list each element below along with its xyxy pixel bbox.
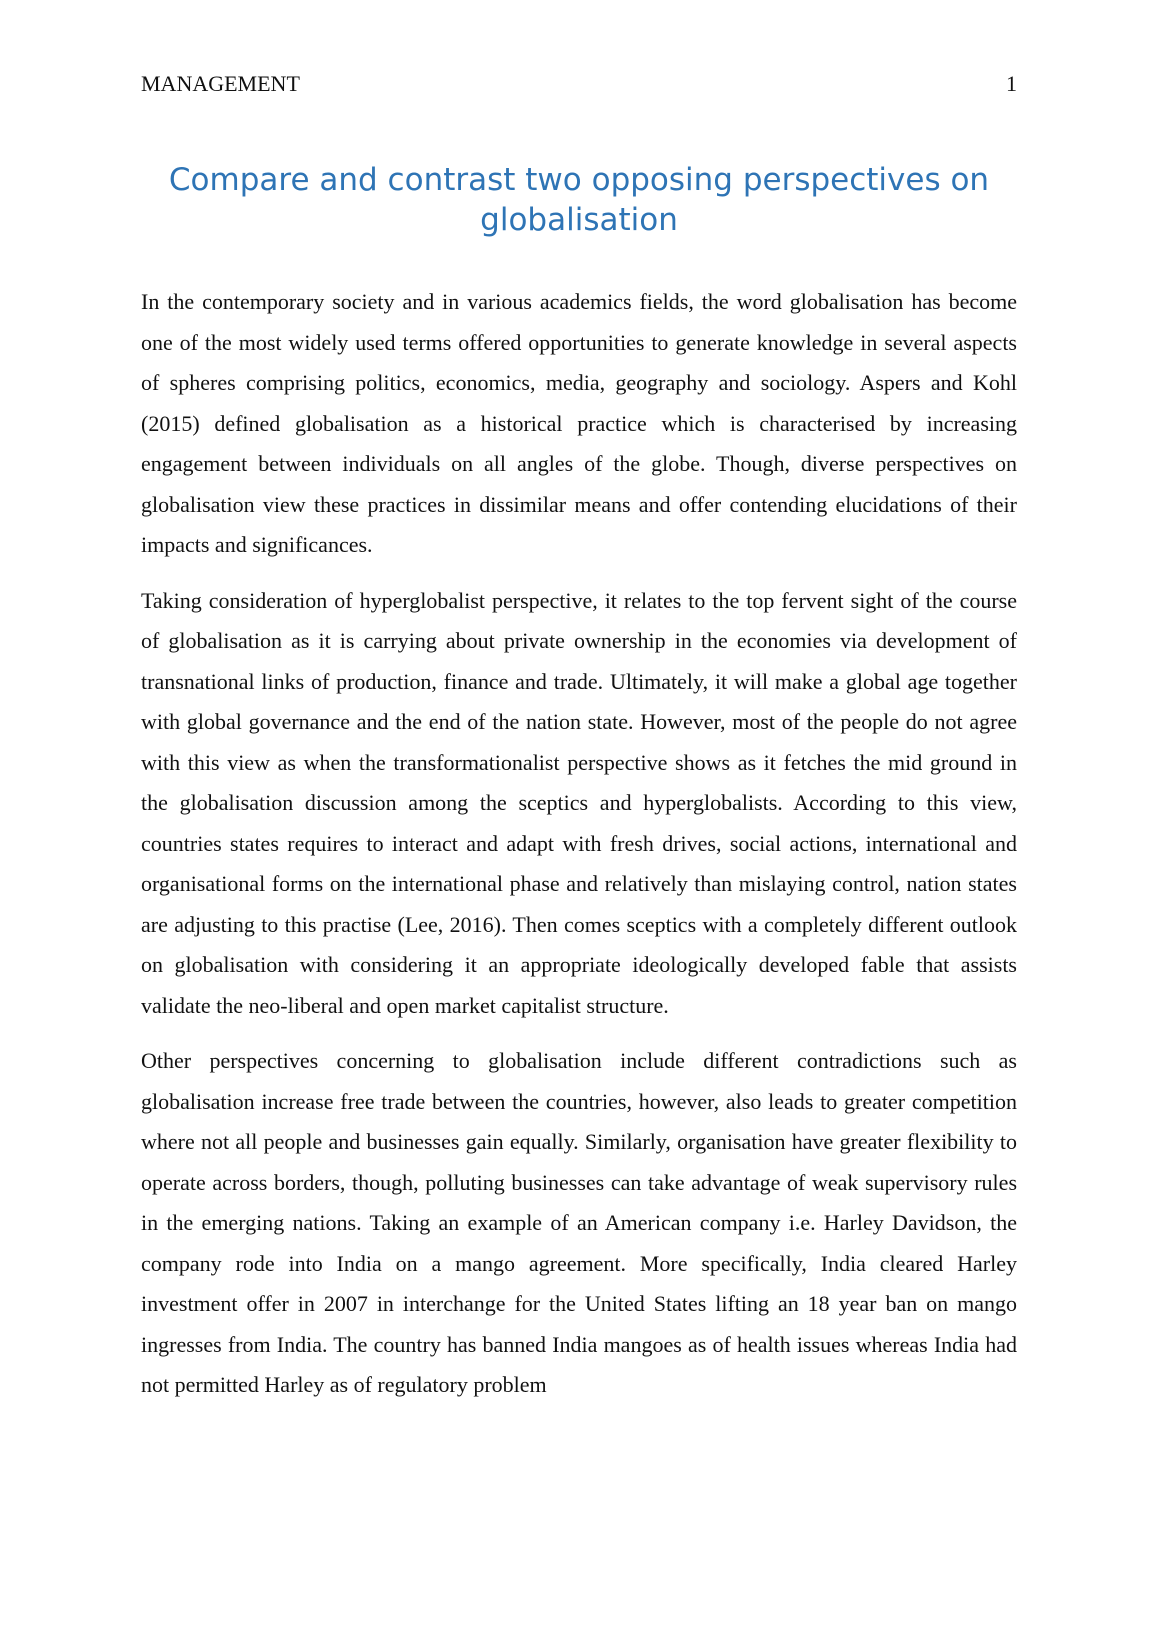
document-title: Compare and contrast two opposing perspectives on globalisation	[168, 162, 990, 238]
header-title: MANAGEMENT	[141, 71, 300, 96]
page-number: 1	[1006, 71, 1017, 96]
document-body	[141, 282, 1017, 1421]
paragraph-2: Taking consideration of hyperglobalist perspective, it relates to the top fervent sight of the course of globalisation as it is carrying about private ownership in the economies via development of transnational links of production, finance and trade. Ultimately, it will make a global age together with global governance and the end of the nation state. However, most of the people do not agree with this view as when the transformationalist perspective shows as it fetches the mid ground in the globalisation discussion among the sceptics and hyperglobalists. According to this view, countries states requires to interact and adapt with fresh drives, social actions, international and organisational forms on the international phase and relatively than mislaying control, nation states are adjusting to this practise (Lee, 2016). Then comes sceptics with a completely different outlook on globalisation with considering it an appropriate ideologically developed fable that assists validate the neo-liberal and open market capitalist structure.	[141, 587, 1017, 1018]
paragraph-3: Other perspectives concerning to globalisation include different contradictions such as globalisation increase free trade between the countries, however, also leads to greater competition where not all people and businesses gain equally. Similarly, organisation have greater flexibility to operate across borders, though, polluting businesses can take advantage of weak supervisory rules in the emerging nations. Taking an example of an American company i.e. Harley Davidson, the company rode into India on a mango agreement. More specifically, India cleared Harley investment offer in 2007 in interchange for the United States lifting an 18 year ban on mango ingresses from India. The country has banned India mangoes as of health issues whereas India had not permitted Harley as of regulatory problem	[141, 1048, 1017, 1397]
running-header	[141, 70, 1017, 98]
paragraph-1: In the contemporary society and in various academics fields, the word globalisation has become one of the most widely used terms offered opportunities to generate knowledge in several aspects of spheres comprising politics, economics, media, geography and sociology. Aspers and Kohl (2015) defined globalisation as a historical practice which is characterised by increasing engagement between individuals on all angles of the globe. Though, diverse perspectives on globalisation view these practices in dissimilar means and offer contending elucidations of their impacts and significances.	[141, 289, 1017, 557]
